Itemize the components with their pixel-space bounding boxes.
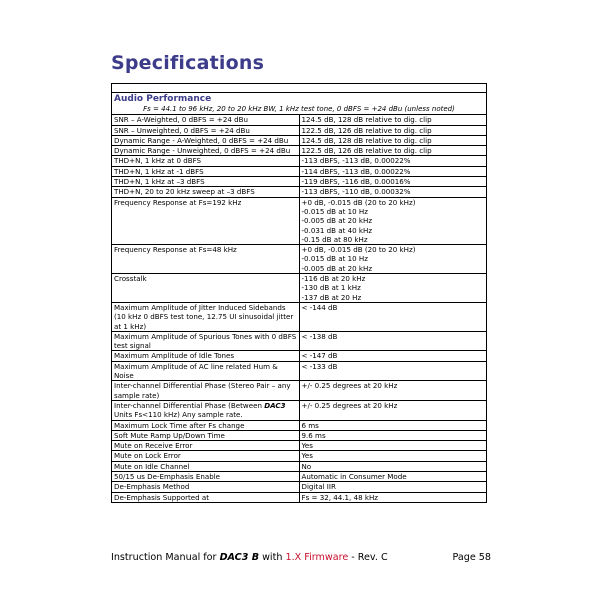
spec-row: [112, 420, 487, 430]
spec-value: [299, 302, 487, 331]
spec-value-line: -116 dB at 20 kHz: [301, 274, 366, 284]
spec-value: [299, 471, 487, 481]
spec-value-line: Fs = 32, 44.1, 48 kHz: [301, 492, 379, 502]
spec-value-line: -119 dBFS, -116 dB, 0.00016%: [301, 177, 411, 187]
spec-row: [112, 451, 487, 461]
specifications-table: [111, 83, 487, 503]
spec-value-line: +/- 0.25 degrees at 20 kHz: [301, 400, 398, 410]
spec-value: [299, 381, 487, 401]
spec-parameter: Mute on Receive Error: [112, 441, 300, 451]
spec-parameter: De-Emphasis Method: [112, 482, 300, 492]
spec-parameter: THD+N, 1 kHz at 0 dBFS: [112, 156, 300, 166]
spec-value-line: -137 dB at 20 Hz: [301, 292, 362, 302]
spec-value-line: 122.5 dB, 126 dB relative to dig. clip: [301, 125, 432, 135]
spec-value-line: -113 dBFS, -110 dB, 0.00032%: [301, 187, 411, 197]
spec-value-line: +0 dB, -0.015 dB (20 to 20 kHz): [301, 245, 416, 255]
spec-value-line: < -138 dB: [301, 331, 338, 341]
spec-value: [299, 274, 487, 303]
spec-row: [112, 331, 487, 351]
footer-prefix: Instruction Manual for: [111, 552, 220, 563]
spec-row: [112, 245, 487, 274]
spec-value-line: -130 dB at 1 kHz: [301, 283, 361, 293]
spec-row: [112, 135, 487, 145]
spec-value-line: -0.015 dB at 10 Hz: [301, 254, 368, 264]
spec-value-line: 124.5 dB, 128 dB relative to dig. clip: [301, 135, 432, 145]
spec-row: [112, 187, 487, 197]
spec-parameter: Dynamic Range - Unweighted, 0 dBFS = +24 dBu: [112, 146, 300, 156]
spec-parameter: De-Emphasis Supported at: [112, 492, 300, 502]
spec-value: [299, 351, 487, 361]
spec-value: [299, 156, 487, 166]
spec-row: [112, 381, 487, 401]
spec-row: [112, 351, 487, 361]
spec-row: [112, 482, 487, 492]
spec-value-line: < -144 dB: [301, 302, 338, 312]
spec-value-line: -0.031 dB at 40 kHz: [301, 225, 373, 235]
spec-value: [299, 187, 487, 197]
spec-row: [112, 430, 487, 440]
spec-parameter: Dynamic Range - A-Weighted, 0 dBFS = +24 dBu: [112, 135, 300, 145]
spec-value: [299, 361, 487, 381]
spec-parameter: Frequency Response at Fs=48 kHz: [112, 245, 300, 274]
spec-parameter: Maximum Amplitude of Spurious Tones with 0 dBFS test signal: [112, 331, 300, 351]
spec-value-line: Yes: [301, 441, 313, 451]
page-title: Specifications: [111, 52, 265, 74]
spec-value-line: Yes: [301, 451, 313, 461]
spec-row: [112, 146, 487, 156]
spec-value-line: -113 dBFS, -113 dB, 0.00022%: [301, 156, 411, 166]
spec-parameter: Maximum Amplitude of Idle Tones: [112, 351, 300, 361]
spec-value-line: 124.5 dB, 128 dB relative to dig. clip: [301, 115, 432, 125]
spec-parameter: Maximum Amplitude of AC line related Hum & Noise: [112, 361, 300, 381]
spec-value: [299, 430, 487, 440]
spec-value: [299, 245, 487, 274]
spec-value: [299, 420, 487, 430]
spec-value: [299, 400, 487, 420]
section-heading: Audio Performance: [112, 93, 487, 106]
spec-value: [299, 166, 487, 176]
spec-parameter-text: Units Fs<110 kHz) Any sample rate.: [114, 410, 243, 420]
spec-value: [299, 146, 487, 156]
spec-value-line: 122.5 dB, 126 dB relative to dig. clip: [301, 146, 432, 156]
spec-row: [112, 115, 487, 125]
spec-parameter-text: Inter-channel Differential Phase (Between: [114, 400, 265, 410]
spec-value-line: Automatic in Consumer Mode: [301, 471, 407, 481]
spec-value: [299, 197, 487, 244]
spec-value-line: -0.15 dB at 80 kHz: [301, 234, 368, 244]
spec-value: [299, 482, 487, 492]
spec-row: [112, 274, 487, 303]
blank-cell: [112, 84, 487, 93]
spec-row: [112, 461, 487, 471]
spec-value-line: No: [301, 461, 312, 471]
spec-row: [112, 156, 487, 166]
spec-parameter: Soft Mute Ramp Up/Down Time: [112, 430, 300, 440]
spec-parameter: SNR – Unweighted, 0 dBFS = +24 dBu: [112, 125, 300, 135]
spec-value: [299, 115, 487, 125]
spec-parameter: Mute on Lock Error: [112, 451, 300, 461]
spec-value-line: +/- 0.25 degrees at 20 kHz: [301, 381, 398, 391]
spec-value-line: -0.005 dB at 20 kHz: [301, 216, 373, 226]
spec-row: [112, 302, 487, 331]
spec-parameter-model: DAC3: [264, 400, 286, 410]
spec-value: [299, 125, 487, 135]
spec-parameter: SNR – A-Weighted, 0 dBFS = +24 dBu: [112, 115, 300, 125]
table-top-row: [112, 84, 487, 93]
spec-value: [299, 451, 487, 461]
spec-row: [112, 125, 487, 135]
page-number: Page 58: [452, 552, 491, 563]
section-heading-row: [112, 93, 487, 106]
spec-parameter: Frequency Response at Fs=192 kHz: [112, 197, 300, 244]
page-footer: [111, 552, 491, 563]
spec-value-line: -0.015 dB at 10 Hz: [301, 206, 368, 216]
spec-value-line: 6 ms: [301, 420, 319, 430]
spec-parameter: Maximum Amplitude of Jitter Induced Sidebands (10 kHz 0 dBFS test tone, 12.75 UI sinusoidal jitter at 1 kHz): [112, 302, 300, 331]
spec-row: [112, 471, 487, 481]
spec-parameter: 50/15 us De-Emphasis Enable: [112, 471, 300, 481]
spec-row: [112, 197, 487, 244]
footer-with: with: [259, 552, 286, 563]
spec-value-line: < -133 dB: [301, 361, 338, 371]
spec-value-line: 9.6 ms: [301, 430, 326, 440]
spec-value: [299, 177, 487, 187]
test-conditions: Fs = 44.1 to 96 kHz, 20 to 20 kHz BW, 1 kHz test tone, 0 dBFS = +24 dBu (unless noted): [112, 105, 487, 115]
spec-parameter: Crosstalk: [112, 274, 300, 303]
spec-parameter: Maximum Lock Time after Fs change: [112, 420, 300, 430]
conditions-row: [112, 105, 487, 115]
spec-value: [299, 135, 487, 145]
spec-value: [299, 441, 487, 451]
spec-value-line: -114 dBFS, -113 dB, 0.00022%: [301, 166, 411, 176]
spec-value-line: +0 dB, -0.015 dB (20 to 20 kHz): [301, 197, 416, 207]
footer-model: DAC3 B: [219, 552, 260, 563]
spec-value-line: Digital IIR: [301, 482, 336, 492]
spec-value: [299, 331, 487, 351]
spec-parameter: THD+N, 1 kHz at –3 dBFS: [112, 177, 300, 187]
spec-row: [112, 400, 487, 420]
spec-value-line: < -147 dB: [301, 351, 338, 361]
footer-firmware: 1.X Firmware: [285, 552, 349, 563]
spec-row: [112, 492, 487, 502]
spec-parameter: THD+N, 1 kHz at -1 dBFS: [112, 166, 300, 176]
spec-row: [112, 441, 487, 451]
footer-revision: - Rev. C: [348, 552, 388, 563]
spec-row: [112, 166, 487, 176]
spec-value: [299, 492, 487, 502]
spec-value-line: -0.005 dB at 20 kHz: [301, 263, 373, 273]
spec-row: [112, 361, 487, 381]
spec-row: [112, 177, 487, 187]
spec-parameter: [112, 400, 300, 420]
spec-parameter: Mute on Idle Channel: [112, 461, 300, 471]
spec-parameter: THD+N, 20 to 20 kHz sweep at –3 dBFS: [112, 187, 300, 197]
spec-parameter: Inter-channel Differential Phase (Stereo Pair – any sample rate): [112, 381, 300, 401]
spec-value: [299, 461, 487, 471]
